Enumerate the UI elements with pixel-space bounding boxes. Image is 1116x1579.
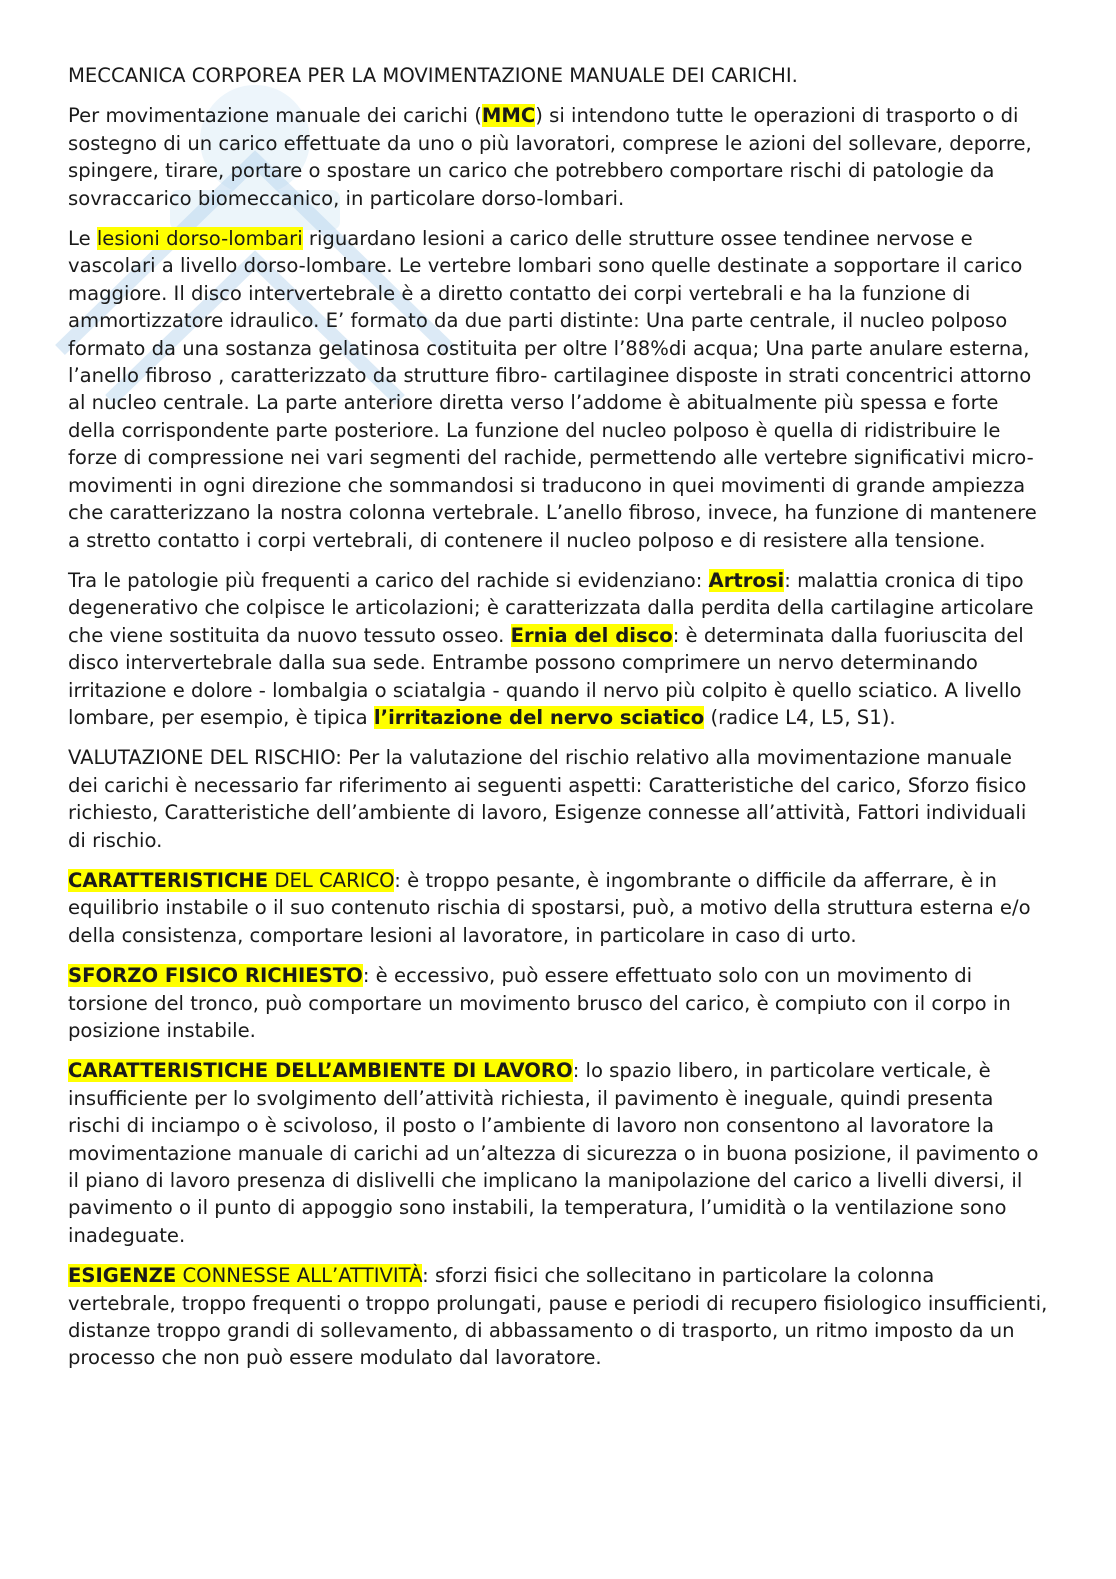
document-title: MECCANICA CORPOREA PER LA MOVIMENTAZIONE MANUALE DEI CARICHI. xyxy=(68,64,798,87)
paragraph-esigenze-attivita xyxy=(68,1262,1048,1372)
text-segment: ) si intendono tutte le operazioni di trasporto o di sostegno di un carico effettuate da uno o più lavoratori, comprese le azioni del sollevare, deporre, spingere, tirare, portare o spostare un carico che potrebbero comportare rischi di patologie da sovraccarico biomeccanico, in particolare dorso-lombari. xyxy=(68,104,1032,210)
text-segment: : sforzi fisici che sollecitano in particolare la colonna vertebrale, troppo frequenti o troppo prolungati, pause e periodi di recupero fisiologico insufficienti, distanze troppo grandi di sollevamento, di abbassamento o di trasporto, un ritmo imposto da un processo che non può essere modulato dal lavoratore. xyxy=(68,1264,1048,1370)
text-segment: Le xyxy=(68,227,97,251)
paragraph-caratteristiche-carico xyxy=(68,867,1048,949)
highlight-ernia-del-disco: Ernia del disco xyxy=(510,623,673,647)
highlight-sforzo-fisico: SFORZO FISICO RICHIESTO xyxy=(68,964,363,988)
text-segment: (radice L4, L5, S1). xyxy=(704,705,896,729)
text-segment: riguardano lesioni a carico delle strutture ossee tendinee nervose e vascolari a livello dorso-lombare. Le vertebre lombari sono quelle destinate a sopportare il carico maggiore. Il disco intervertebrale è a diretto contatto dei corpi vertebrali e ha la funzione di ammortizzatore idraulico. E’ formato da due parti distinte: Una parte centrale, il nucleo polposo formato da una sostanza gelatinosa costituita per oltre l’88%di acqua; Una parte anulare esterna, l’anello fibroso , caratterizzato da strutture fibro- cartilaginee disposte in strati concentrici attorno al nucleo centrale. La parte anteriore diretta verso l’addome è abitualmente più spessa e forte della corrispondente parte posteriore. La funzione del nucleo polposo è quella di ridistribuire le forze di compressione nei vari segmenti del rachide, permettendo alle vertebre significativi micro-movimenti in ogni direzione che sommandosi si traducono in quei movimenti di grande ampiezza che caratterizzano la nostra colonna vertebrale. L’anello fibroso, invece, ha funzione di mantenere a stretto contatto i corpi vertebrali, di contenere il nucleo polposo e di resistere alla tensione. xyxy=(68,227,1037,552)
highlight-esigenze: ESIGENZE xyxy=(68,1264,177,1288)
text-segment: Per movimentazione manuale dei carichi ( xyxy=(68,104,482,128)
paragraph-sforzo-fisico xyxy=(68,962,1048,1044)
text-segment: : è troppo pesante, è ingombrante o difficile da afferrare, è in equilibrio instabile o il suo contenuto rischia di spostarsi, può, a motivo della struttura esterna e/o della consistenza, comportare lesioni al lavoratore, in particolare in caso di urto. xyxy=(68,868,1031,947)
text-segment: Tra le patologie più frequenti a carico del rachide si evidenziano: xyxy=(68,568,709,592)
highlight-lesioni-dorso-lombari: lesioni dorso-lombari xyxy=(96,227,303,251)
paragraph-ambiente-lavoro xyxy=(68,1057,1048,1249)
paragraph-lesioni xyxy=(68,225,1048,554)
text-segment: : lo spazio libero, in particolare verticale, è insufficiente per lo svolgimento dell’attività richiesta, il pavimento è ineguale, quindi presenta rischi di inciampo o è scivoloso, il posto o l’ambiente di lavoro non consentono al lavoratore la movimentazione manuale di carichi ad un’altezza di sicurezza o in buona posizione, il pavimento o il piano di lavoro presenza di dislivelli che implicano la manipolazione del carico a livelli diversi, il pavimento o il punto di appoggio sono instabili, la temperatura, l’umidità o la ventilazione sono inadeguate. xyxy=(68,1059,1039,1247)
text-segment: : è eccessivo, può essere effettuato solo con un movimento di torsione del tronco, può comportare un movimento brusco del carico, è compiuto con il corpo in posizione instabile. xyxy=(68,964,1011,1042)
paragraph-patologie xyxy=(68,567,1048,731)
highlight-connesse-attivita: CONNESSE ALL’ATTIVITÀ xyxy=(176,1264,423,1288)
highlight-artrosi: Artrosi xyxy=(708,568,785,592)
text-segment: : malattia cronica di tipo degenerativo che colpisce le articolazioni; è caratterizzata dalla perdita della cartilagine articolare che viene sostituita da nuovo tessuto osseo. xyxy=(68,568,1034,647)
highlight-caratteristiche: CARATTERISTICHE xyxy=(68,868,269,892)
document-page xyxy=(68,62,1048,1385)
highlight-nervo-sciatico: l’irritazione del nervo sciatico xyxy=(373,705,705,729)
text-segment: : è determinata dalla fuoriuscita del disco intervertebrale dalla sua sede. Entrambe possono comprimere un nervo determinando irritazione e dolore - lombalgia o sciatalgia - quando il nervo più colpito è quello sciatico. A livello lombare, per esempio, è tipica xyxy=(68,623,1024,729)
paragraph-mmc xyxy=(68,102,1048,212)
paragraph-valutazione-rischio: VALUTAZIONE DEL RISCHIO: Per la valutazione del rischio relativo alla movimentazione manuale dei carichi è necessario far riferimento ai seguenti aspetti: Caratteristiche del carico, Sforzo fisico richiesto, Caratteristiche dell’ambiente di lavoro, Esigenze connesse all’attività, Fattori individuali di rischio. xyxy=(68,746,1027,852)
highlight-ambiente-lavoro: CARATTERISTICHE DELL’AMBIENTE DI LAVORO xyxy=(68,1059,573,1083)
highlight-mmc: MMC xyxy=(481,104,536,128)
highlight-del-carico: DEL CARICO xyxy=(268,868,395,892)
